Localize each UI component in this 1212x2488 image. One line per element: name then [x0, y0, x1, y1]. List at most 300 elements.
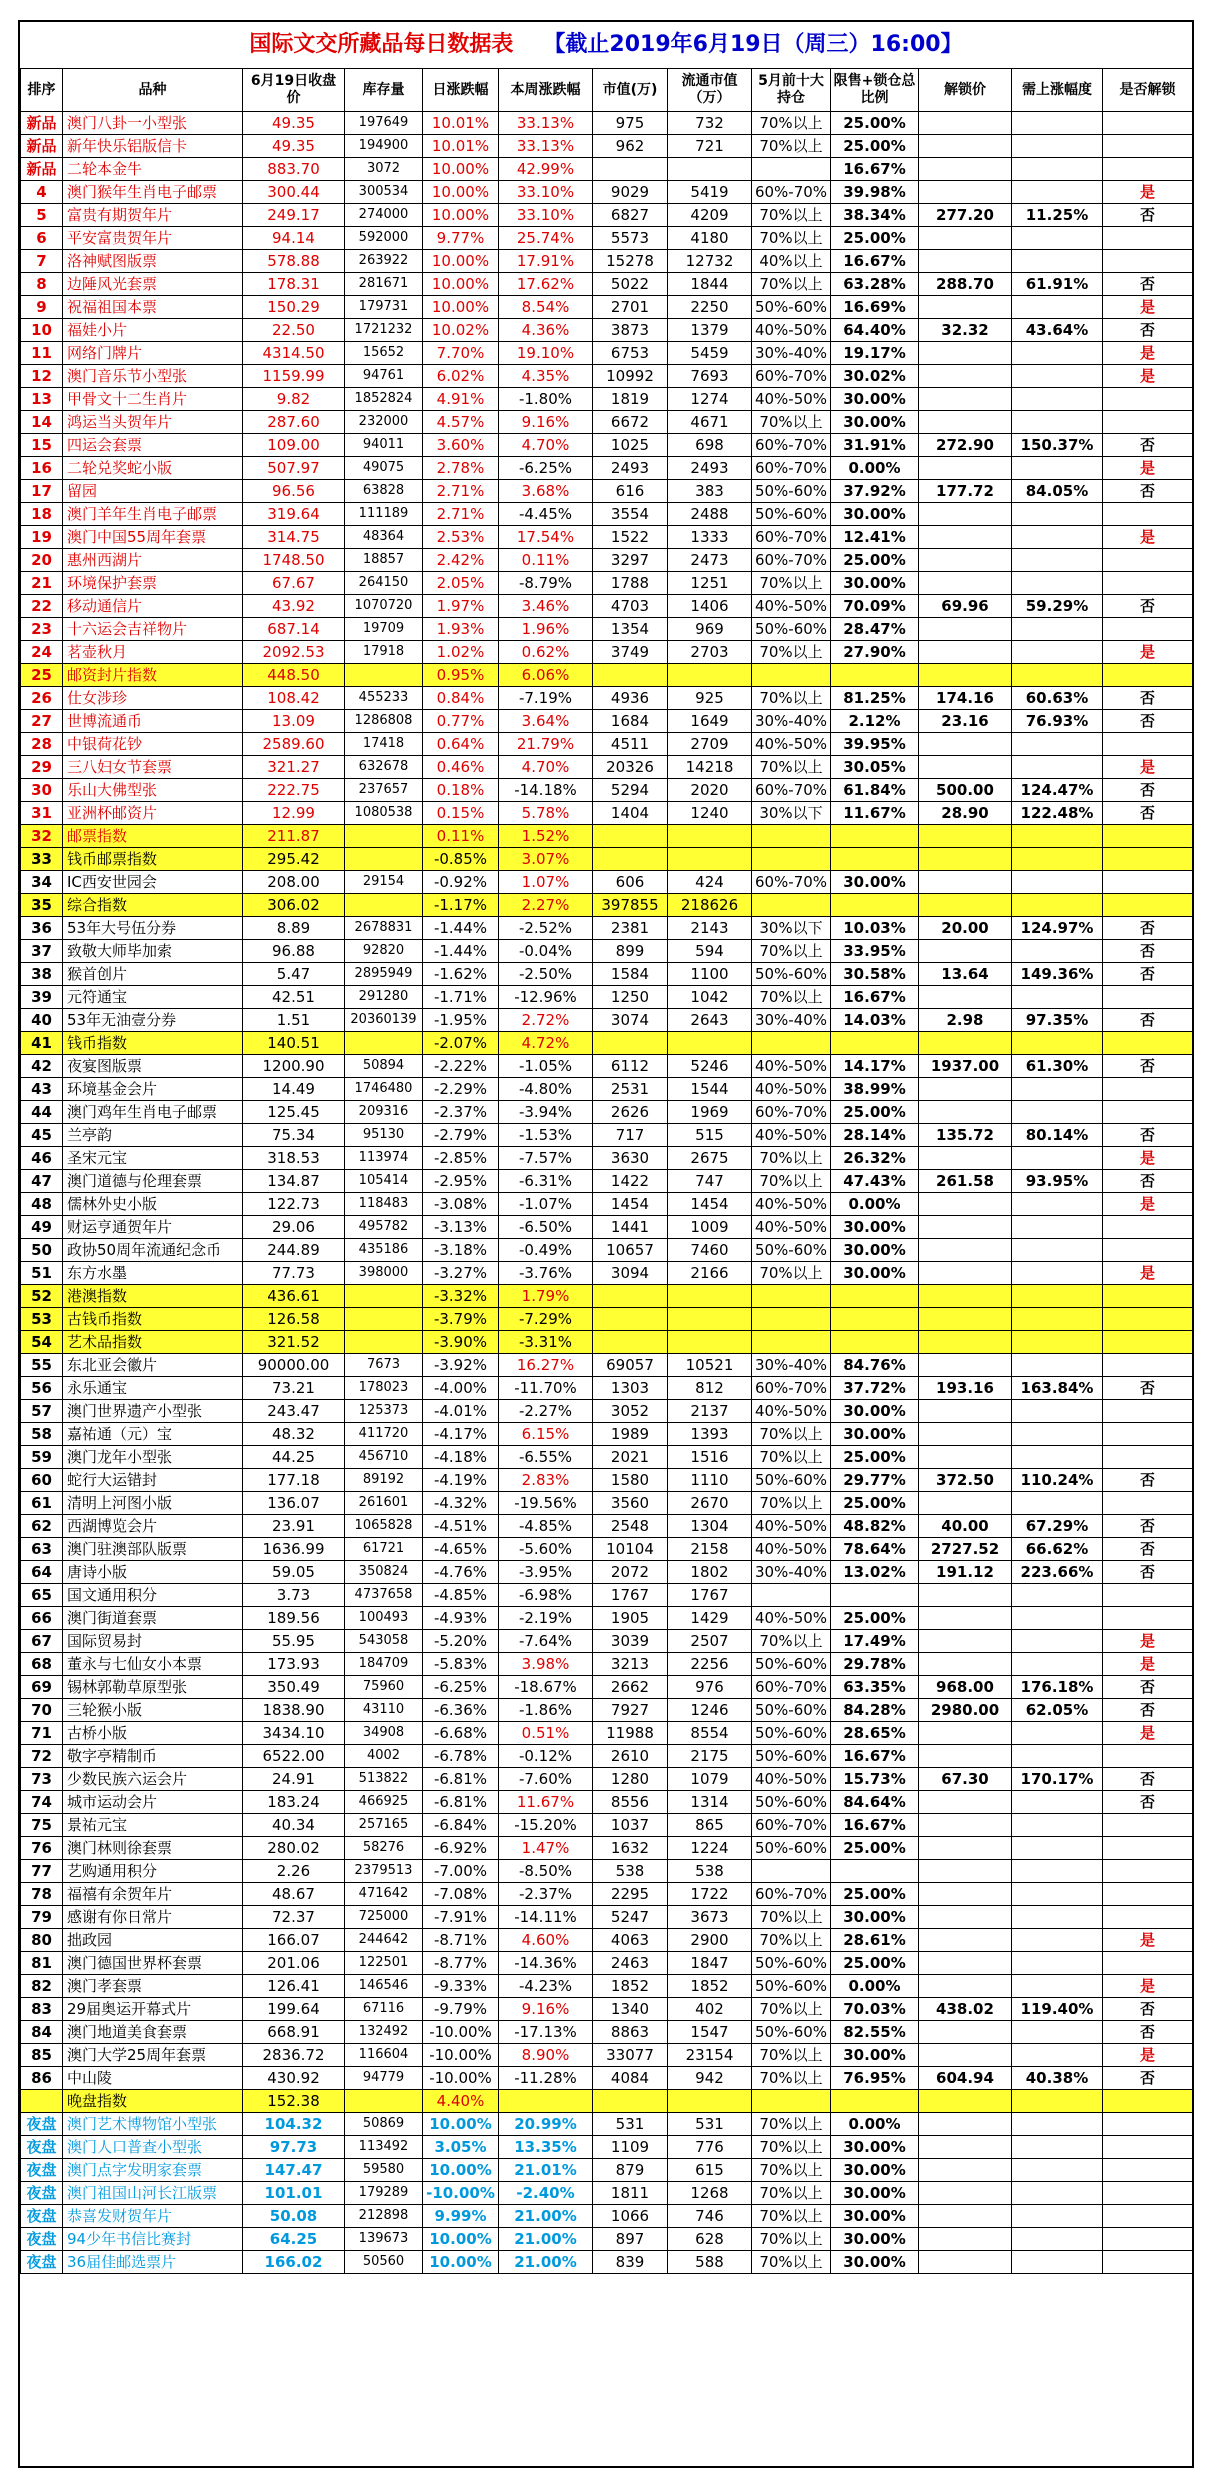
- cell-lock-ratio: 25.00%: [831, 549, 919, 572]
- cell-top10: 50%-60%: [752, 480, 831, 503]
- cell-stock: 92820: [345, 940, 423, 963]
- cell-unlock-price: 2.98: [919, 1009, 1012, 1032]
- cell-need-rise: [1012, 1216, 1103, 1239]
- cell-stock: 513822: [345, 1768, 423, 1791]
- cell-unlocked: 否: [1103, 1515, 1193, 1538]
- cell-need-rise: [1012, 2090, 1103, 2113]
- table-row: [21, 1147, 1193, 1170]
- cell-rank: 64: [21, 1561, 63, 1584]
- cell-unlocked: 是: [1103, 756, 1193, 779]
- table-row: [21, 181, 1193, 204]
- cell-market-cap: 1989: [593, 1423, 668, 1446]
- cell-float-cap: 1079: [668, 1768, 752, 1791]
- table-row: [21, 1446, 1193, 1469]
- cell-rank: 16: [21, 457, 63, 480]
- cell-name: 古钱币指数: [63, 1308, 243, 1331]
- cell-need-rise: [1012, 158, 1103, 181]
- cell-lock-ratio: [831, 1032, 919, 1055]
- cell-market-cap: 20326: [593, 756, 668, 779]
- cell-close-price: 8.89: [243, 917, 345, 940]
- cell-day-change: 0.77%: [423, 710, 499, 733]
- cell-market-cap: 1788: [593, 572, 668, 595]
- cell-market-cap: 538: [593, 1860, 668, 1883]
- cell-week-change: 33.10%: [499, 204, 593, 227]
- cell-rank: 夜盘: [21, 2113, 63, 2136]
- table-row: [21, 1377, 1193, 1400]
- cell-close-price: 67.67: [243, 572, 345, 595]
- cell-top10: 40%-50%: [752, 1078, 831, 1101]
- cell-unlocked: 是: [1103, 2044, 1193, 2067]
- cell-lock-ratio: 30.00%: [831, 411, 919, 434]
- cell-day-change: -6.92%: [423, 1837, 499, 1860]
- cell-week-change: 4.36%: [499, 319, 593, 342]
- table-row: [21, 1630, 1193, 1653]
- cell-day-change: 4.40%: [423, 2090, 499, 2113]
- cell-unlocked: 否: [1103, 480, 1193, 503]
- cell-need-rise: [1012, 825, 1103, 848]
- cell-name: 留园: [63, 480, 243, 503]
- cell-stock: 3072: [345, 158, 423, 181]
- cell-market-cap: 4511: [593, 733, 668, 756]
- cell-name: 福禧有余贺年片: [63, 1883, 243, 1906]
- table-row: [21, 1193, 1193, 1216]
- cell-lock-ratio: 29.78%: [831, 1653, 919, 1676]
- cell-day-change: 7.70%: [423, 342, 499, 365]
- cell-rank: 51: [21, 1262, 63, 1285]
- cell-need-rise: 59.29%: [1012, 595, 1103, 618]
- cell-rank: 15: [21, 434, 63, 457]
- cell-lock-ratio: 16.67%: [831, 1814, 919, 1837]
- table-row: [21, 1216, 1193, 1239]
- cell-float-cap: 2709: [668, 733, 752, 756]
- cell-stock: 100493: [345, 1607, 423, 1630]
- cell-need-rise: [1012, 227, 1103, 250]
- cell-unlocked: 否: [1103, 1561, 1193, 1584]
- cell-float-cap: 1100: [668, 963, 752, 986]
- cell-rank: 新品: [21, 135, 63, 158]
- cell-need-rise: 61.91%: [1012, 273, 1103, 296]
- table-row: [21, 894, 1193, 917]
- cell-unlock-price: [919, 365, 1012, 388]
- cell-float-cap: 2643: [668, 1009, 752, 1032]
- cell-float-cap: 2256: [668, 1653, 752, 1676]
- cell-unlock-price: [919, 1584, 1012, 1607]
- table-row: [21, 963, 1193, 986]
- cell-stock: 232000: [345, 411, 423, 434]
- cell-market-cap: 1441: [593, 1216, 668, 1239]
- cell-stock: 184709: [345, 1653, 423, 1676]
- cell-day-change: -6.36%: [423, 1699, 499, 1722]
- cell-lock-ratio: 28.14%: [831, 1124, 919, 1147]
- cell-name: 西湖博览会片: [63, 1515, 243, 1538]
- cell-market-cap: 1522: [593, 526, 668, 549]
- cell-close-price: 59.05: [243, 1561, 345, 1584]
- header-float-cap: 流通市值（万）: [668, 69, 752, 112]
- cell-close-price: 321.27: [243, 756, 345, 779]
- cell-close-price: 101.01: [243, 2182, 345, 2205]
- cell-need-rise: [1012, 1584, 1103, 1607]
- cell-float-cap: 776: [668, 2136, 752, 2159]
- cell-name: 猴首创片: [63, 963, 243, 986]
- cell-rank: 74: [21, 1791, 63, 1814]
- cell-rank: 41: [21, 1032, 63, 1055]
- cell-stock: 471642: [345, 1883, 423, 1906]
- cell-lock-ratio: 13.02%: [831, 1561, 919, 1584]
- cell-lock-ratio: 25.00%: [831, 1101, 919, 1124]
- cell-top10: 70%以上: [752, 1492, 831, 1515]
- cell-need-rise: 223.66%: [1012, 1561, 1103, 1584]
- cell-day-change: 0.64%: [423, 733, 499, 756]
- table-row: [21, 802, 1193, 825]
- cell-stock: 17418: [345, 733, 423, 756]
- cell-unlock-price: [919, 1814, 1012, 1837]
- cell-day-change: 0.11%: [423, 825, 499, 848]
- cell-week-change: 1.07%: [499, 871, 593, 894]
- cell-top10: 70%以上: [752, 986, 831, 1009]
- cell-unlocked: [1103, 825, 1193, 848]
- cell-need-rise: 176.18%: [1012, 1676, 1103, 1699]
- table-row: [21, 1883, 1193, 1906]
- cell-top10: 40%-50%: [752, 733, 831, 756]
- table-row: [21, 1078, 1193, 1101]
- cell-name: 东北亚会徽片: [63, 1354, 243, 1377]
- cell-unlocked: 否: [1103, 779, 1193, 802]
- cell-week-change: -1.80%: [499, 388, 593, 411]
- cell-name: 澳门鸡年生肖电子邮票: [63, 1101, 243, 1124]
- cell-name: 夜宴图版票: [63, 1055, 243, 1078]
- cell-lock-ratio: 30.00%: [831, 1400, 919, 1423]
- cell-close-price: 1636.99: [243, 1538, 345, 1561]
- cell-need-rise: [1012, 1975, 1103, 1998]
- cell-week-change: -7.29%: [499, 1308, 593, 1331]
- cell-close-price: 1.51: [243, 1009, 345, 1032]
- cell-day-change: -4.51%: [423, 1515, 499, 1538]
- cell-need-rise: [1012, 733, 1103, 756]
- cell-stock: 95130: [345, 1124, 423, 1147]
- cell-week-change: 0.51%: [499, 1722, 593, 1745]
- cell-top10: [752, 894, 831, 917]
- cell-day-change: -5.83%: [423, 1653, 499, 1676]
- cell-stock: 466925: [345, 1791, 423, 1814]
- cell-rank: 44: [21, 1101, 63, 1124]
- cell-unlock-price: [919, 1492, 1012, 1515]
- cell-top10: [752, 1285, 831, 1308]
- table-row: [21, 779, 1193, 802]
- cell-name: 祝福祖国本票: [63, 296, 243, 319]
- cell-lock-ratio: 25.00%: [831, 112, 919, 135]
- cell-top10: 70%以上: [752, 1446, 831, 1469]
- cell-close-price: 125.45: [243, 1101, 345, 1124]
- cell-stock: 139673: [345, 2228, 423, 2251]
- table-row: [21, 1032, 1193, 1055]
- cell-unlocked: 是: [1103, 1262, 1193, 1285]
- cell-top10: 40%-50%: [752, 1400, 831, 1423]
- cell-stock: 632678: [345, 756, 423, 779]
- cell-close-price: 122.73: [243, 1193, 345, 1216]
- cell-market-cap: 3749: [593, 641, 668, 664]
- cell-top10: 40%-50%: [752, 1607, 831, 1630]
- cell-rank: 78: [21, 1883, 63, 1906]
- cell-market-cap: 4084: [593, 2067, 668, 2090]
- cell-float-cap: 2670: [668, 1492, 752, 1515]
- table-row: [21, 733, 1193, 756]
- cell-float-cap: 1429: [668, 1607, 752, 1630]
- cell-week-change: 4.70%: [499, 434, 593, 457]
- cell-need-rise: [1012, 1239, 1103, 1262]
- cell-day-change: -1.44%: [423, 917, 499, 940]
- cell-need-rise: [1012, 388, 1103, 411]
- table-row: [21, 1699, 1193, 1722]
- cell-need-rise: [1012, 894, 1103, 917]
- cell-rank: 39: [21, 986, 63, 1009]
- cell-rank: 86: [21, 2067, 63, 2090]
- cell-lock-ratio: 76.95%: [831, 2067, 919, 2090]
- cell-day-change: -10.00%: [423, 2021, 499, 2044]
- cell-week-change: -14.36%: [499, 1952, 593, 1975]
- cell-week-change: -0.12%: [499, 1745, 593, 1768]
- cell-stock: 43110: [345, 1699, 423, 1722]
- cell-unlock-price: [919, 2090, 1012, 2113]
- cell-unlocked: [1103, 572, 1193, 595]
- cell-name: 环境保护套票: [63, 572, 243, 595]
- cell-need-rise: [1012, 664, 1103, 687]
- cell-unlock-price: [919, 1653, 1012, 1676]
- cell-unlocked: [1103, 1423, 1193, 1446]
- cell-float-cap: 3673: [668, 1906, 752, 1929]
- cell-rank: 4: [21, 181, 63, 204]
- cell-float-cap: [668, 1308, 752, 1331]
- cell-day-change: -2.79%: [423, 1124, 499, 1147]
- cell-need-rise: 119.40%: [1012, 1998, 1103, 2021]
- cell-unlock-price: [919, 1446, 1012, 1469]
- cell-close-price: 1748.50: [243, 549, 345, 572]
- table-row: [21, 1676, 1193, 1699]
- cell-week-change: 33.13%: [499, 112, 593, 135]
- cell-stock: [345, 848, 423, 871]
- cell-day-change: 3.05%: [423, 2136, 499, 2159]
- cell-top10: 60%-70%: [752, 434, 831, 457]
- cell-name: 三八妇女节套票: [63, 756, 243, 779]
- cell-unlocked: [1103, 1032, 1193, 1055]
- cell-lock-ratio: 70.09%: [831, 595, 919, 618]
- cell-week-change: 1.52%: [499, 825, 593, 848]
- cell-rank: 63: [21, 1538, 63, 1561]
- cell-lock-ratio: 10.03%: [831, 917, 919, 940]
- cell-unlock-price: 23.16: [919, 710, 1012, 733]
- cell-name: 国文通用积分: [63, 1584, 243, 1607]
- cell-week-change: -2.27%: [499, 1400, 593, 1423]
- cell-name: 元符通宝: [63, 986, 243, 1009]
- cell-unlocked: 否: [1103, 319, 1193, 342]
- cell-name: 永乐通宝: [63, 1377, 243, 1400]
- cell-rank: 36: [21, 917, 63, 940]
- cell-close-price: 178.31: [243, 273, 345, 296]
- cell-close-price: 96.56: [243, 480, 345, 503]
- cell-rank: 82: [21, 1975, 63, 1998]
- cell-rank: 42: [21, 1055, 63, 1078]
- cell-week-change: -11.28%: [499, 2067, 593, 2090]
- cell-need-rise: 122.48%: [1012, 802, 1103, 825]
- cell-week-change: 8.90%: [499, 2044, 593, 2067]
- cell-week-change: 21.79%: [499, 733, 593, 756]
- cell-name: 蛇行大运错封: [63, 1469, 243, 1492]
- cell-rank: 62: [21, 1515, 63, 1538]
- cell-week-change: -6.25%: [499, 457, 593, 480]
- cell-top10: 40%-50%: [752, 388, 831, 411]
- cell-unlock-price: [919, 1883, 1012, 1906]
- cell-close-price: 2589.60: [243, 733, 345, 756]
- cell-name: 福娃小片: [63, 319, 243, 342]
- table-row: [21, 2251, 1193, 2274]
- cell-name: 澳门孝套票: [63, 1975, 243, 1998]
- cell-top10: 70%以上: [752, 2159, 831, 2182]
- cell-unlock-price: 67.30: [919, 1768, 1012, 1791]
- cell-week-change: 1.47%: [499, 1837, 593, 1860]
- cell-top10: 60%-70%: [752, 365, 831, 388]
- table-row: [21, 1400, 1193, 1423]
- cell-need-rise: 80.14%: [1012, 1124, 1103, 1147]
- table-row: [21, 2228, 1193, 2251]
- cell-rank: 新品: [21, 112, 63, 135]
- cell-need-rise: 61.30%: [1012, 1055, 1103, 1078]
- cell-name: 拙政园: [63, 1929, 243, 1952]
- cell-lock-ratio: 30.00%: [831, 2136, 919, 2159]
- cell-week-change: -7.19%: [499, 687, 593, 710]
- cell-rank: 70: [21, 1699, 63, 1722]
- table-row: [21, 848, 1193, 871]
- cell-week-change: -8.50%: [499, 1860, 593, 1883]
- cell-day-change: -9.33%: [423, 1975, 499, 1998]
- cell-close-price: 306.02: [243, 894, 345, 917]
- cell-stock: [345, 1285, 423, 1308]
- cell-need-rise: [1012, 549, 1103, 572]
- cell-unlocked: [1103, 1814, 1193, 1837]
- cell-lock-ratio: 14.17%: [831, 1055, 919, 1078]
- cell-week-change: 4.60%: [499, 1929, 593, 1952]
- cell-need-rise: 66.62%: [1012, 1538, 1103, 1561]
- cell-market-cap: 1584: [593, 963, 668, 986]
- cell-unlock-price: 272.90: [919, 434, 1012, 457]
- cell-day-change: -8.71%: [423, 1929, 499, 1952]
- cell-stock: 411720: [345, 1423, 423, 1446]
- cell-unlock-price: [919, 1929, 1012, 1952]
- cell-float-cap: 1547: [668, 2021, 752, 2044]
- cell-market-cap: 15278: [593, 250, 668, 273]
- cell-rank: 35: [21, 894, 63, 917]
- cell-unlocked: 否: [1103, 1768, 1193, 1791]
- cell-unlocked: 是: [1103, 526, 1193, 549]
- cell-rank: 14: [21, 411, 63, 434]
- cell-market-cap: 962: [593, 135, 668, 158]
- cell-week-change: -6.50%: [499, 1216, 593, 1239]
- cell-stock: 125373: [345, 1400, 423, 1423]
- cell-lock-ratio: [831, 1860, 919, 1883]
- cell-unlocked: 是: [1103, 1147, 1193, 1170]
- cell-rank: 夜盘: [21, 2251, 63, 2274]
- cell-float-cap: 2175: [668, 1745, 752, 1768]
- cell-close-price: 23.91: [243, 1515, 345, 1538]
- cell-need-rise: 40.38%: [1012, 2067, 1103, 2090]
- cell-unlock-price: [919, 2044, 1012, 2067]
- cell-lock-ratio: [831, 1331, 919, 1354]
- cell-week-change: -3.76%: [499, 1262, 593, 1285]
- cell-name: 澳门八卦一小型张: [63, 112, 243, 135]
- cell-market-cap: 4936: [593, 687, 668, 710]
- cell-name: 澳门林则徐套票: [63, 1837, 243, 1860]
- cell-market-cap: 7927: [593, 1699, 668, 1722]
- cell-unlocked: 否: [1103, 2067, 1193, 2090]
- cell-market-cap: 606: [593, 871, 668, 894]
- cell-unlocked: [1103, 1837, 1193, 1860]
- cell-lock-ratio: 48.82%: [831, 1515, 919, 1538]
- cell-need-rise: [1012, 1101, 1103, 1124]
- cell-close-price: 222.75: [243, 779, 345, 802]
- cell-need-rise: [1012, 1860, 1103, 1883]
- cell-week-change: 5.78%: [499, 802, 593, 825]
- cell-week-change: 21.00%: [499, 2228, 593, 2251]
- cell-rank: 81: [21, 1952, 63, 1975]
- cell-close-price: 668.91: [243, 2021, 345, 2044]
- cell-market-cap: 1250: [593, 986, 668, 1009]
- cell-top10: 70%以上: [752, 411, 831, 434]
- header-need-rise: 需上涨幅度: [1012, 69, 1103, 112]
- cell-market-cap: 3052: [593, 1400, 668, 1423]
- cell-rank: 69: [21, 1676, 63, 1699]
- cell-close-price: 1838.90: [243, 1699, 345, 1722]
- cell-lock-ratio: 0.00%: [831, 1193, 919, 1216]
- cell-week-change: 3.07%: [499, 848, 593, 871]
- table-row: [21, 135, 1193, 158]
- cell-stock: 19709: [345, 618, 423, 641]
- cell-name: 澳门艺术博物馆小型张: [63, 2113, 243, 2136]
- cell-market-cap: 1340: [593, 1998, 668, 2021]
- cell-name: 澳门人口普查小型张: [63, 2136, 243, 2159]
- cell-float-cap: 10521: [668, 1354, 752, 1377]
- cell-week-change: -0.49%: [499, 1239, 593, 1262]
- cell-close-price: 22.50: [243, 319, 345, 342]
- cell-stock: 1721232: [345, 319, 423, 342]
- cell-need-rise: 97.35%: [1012, 1009, 1103, 1032]
- cell-top10: 70%以上: [752, 572, 831, 595]
- cell-close-price: 140.51: [243, 1032, 345, 1055]
- cell-name: 清明上河图小版: [63, 1492, 243, 1515]
- cell-day-change: 10.00%: [423, 273, 499, 296]
- table-row: [21, 296, 1193, 319]
- cell-rank: 21: [21, 572, 63, 595]
- cell-week-change: 2.83%: [499, 1469, 593, 1492]
- header-unlock-price: 解锁价: [919, 69, 1012, 112]
- cell-name: 边陲风光套票: [63, 273, 243, 296]
- cell-week-change: 21.00%: [499, 2205, 593, 2228]
- cell-unlock-price: [919, 894, 1012, 917]
- cell-market-cap: 975: [593, 112, 668, 135]
- cell-week-change: 19.10%: [499, 342, 593, 365]
- cell-name: 二轮兑奖蛇小版: [63, 457, 243, 480]
- table-row: [21, 2090, 1193, 2113]
- table-body: [21, 112, 1193, 2274]
- header-top10: 5月前十大持仓: [752, 69, 831, 112]
- cell-float-cap: 2488: [668, 503, 752, 526]
- cell-rank: 31: [21, 802, 63, 825]
- cell-market-cap: 2493: [593, 457, 668, 480]
- cell-unlocked: [1103, 227, 1193, 250]
- cell-day-change: 1.93%: [423, 618, 499, 641]
- cell-lock-ratio: 30.00%: [831, 1216, 919, 1239]
- cell-name: 澳门街道套票: [63, 1607, 243, 1630]
- table-row: [21, 1492, 1193, 1515]
- cell-day-change: -3.79%: [423, 1308, 499, 1331]
- cell-market-cap: 1684: [593, 710, 668, 733]
